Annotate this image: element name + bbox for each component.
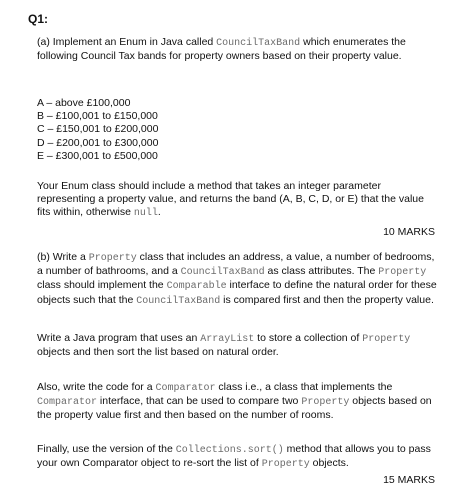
part-b-arraylist-text	[37, 332, 437, 359]
text: method that allows you to pass your own Comparator object to re-sort the list of	[37, 443, 431, 470]
code-collections-sort: Collections.sort()	[175, 445, 284, 456]
code-comparator: Comparator	[155, 383, 216, 394]
text: Write a Java program that uses an	[37, 332, 201, 344]
text: is compared first and then the property value.	[220, 293, 434, 306]
code-arraylist: ArrayList	[200, 334, 255, 345]
code-null: null	[133, 208, 158, 220]
band-item: B – £100,001 to £150,000	[37, 110, 158, 123]
part-b-sort-text	[37, 443, 437, 471]
text: class should implement the	[37, 279, 167, 292]
text: objects based on the property value first and then based on the number of rooms.	[37, 395, 432, 422]
text: to store a collection of	[254, 332, 363, 344]
text: Finally, use the version of the	[37, 443, 176, 455]
text: class i.e., a class that implements the	[215, 381, 393, 393]
band-item: D – £200,001 to £300,000	[37, 136, 159, 149]
band-item: A – above £100,000	[37, 97, 131, 109]
text: objects and then sort the list based on natural order.	[37, 346, 279, 359]
code-comparable: Comparable	[166, 281, 227, 293]
code-council-tax-band: CouncilTaxBand	[136, 295, 221, 307]
part-a-marks: 10 MARKS	[383, 226, 435, 238]
part-a-method-text	[37, 180, 437, 221]
part-a-intro	[37, 36, 437, 63]
text: objects.	[309, 457, 349, 470]
text: Your Enum class should include a method that takes an integer parameter representing a property value, and returns the band (A, B, C, D, or E) that the value fits within, otherwise	[37, 180, 424, 219]
code-council-tax-band: CouncilTaxBand	[216, 38, 301, 49]
code-property: Property	[362, 334, 411, 345]
code-comparator: Comparator	[37, 397, 98, 409]
code-property: Property	[88, 253, 137, 264]
code-property: Property	[301, 397, 350, 409]
part-b-intro	[37, 251, 437, 308]
code-property: Property	[261, 459, 310, 471]
text: which enumerates the following Council Tax bands for property owners based on their property value.	[37, 36, 406, 63]
text: (b) Write a	[37, 251, 89, 263]
text: Also, write the code for a	[37, 381, 156, 393]
band-item: E – £300,001 to £500,000	[37, 149, 158, 162]
text: (a) Implement an Enum in Java called	[37, 36, 217, 48]
code-council-tax-band: CouncilTaxBand	[180, 267, 265, 279]
text: as class attributes. The	[264, 265, 379, 278]
text: class that includes an address, a value, a number of bedrooms, a number of bathrooms, and a	[37, 251, 435, 278]
part-b-marks: 15 MARKS	[383, 474, 435, 486]
text: interface, that can be used to compare two	[97, 395, 302, 408]
text: interface to define the natural order for these objects such that the	[37, 279, 437, 306]
text: .	[157, 206, 161, 219]
band-item: C – £150,001 to £200,000	[37, 123, 159, 136]
question-heading: Q1:	[28, 12, 49, 26]
part-b-comparator-text	[37, 381, 437, 423]
band-list	[37, 97, 437, 163]
code-property: Property	[378, 267, 427, 279]
